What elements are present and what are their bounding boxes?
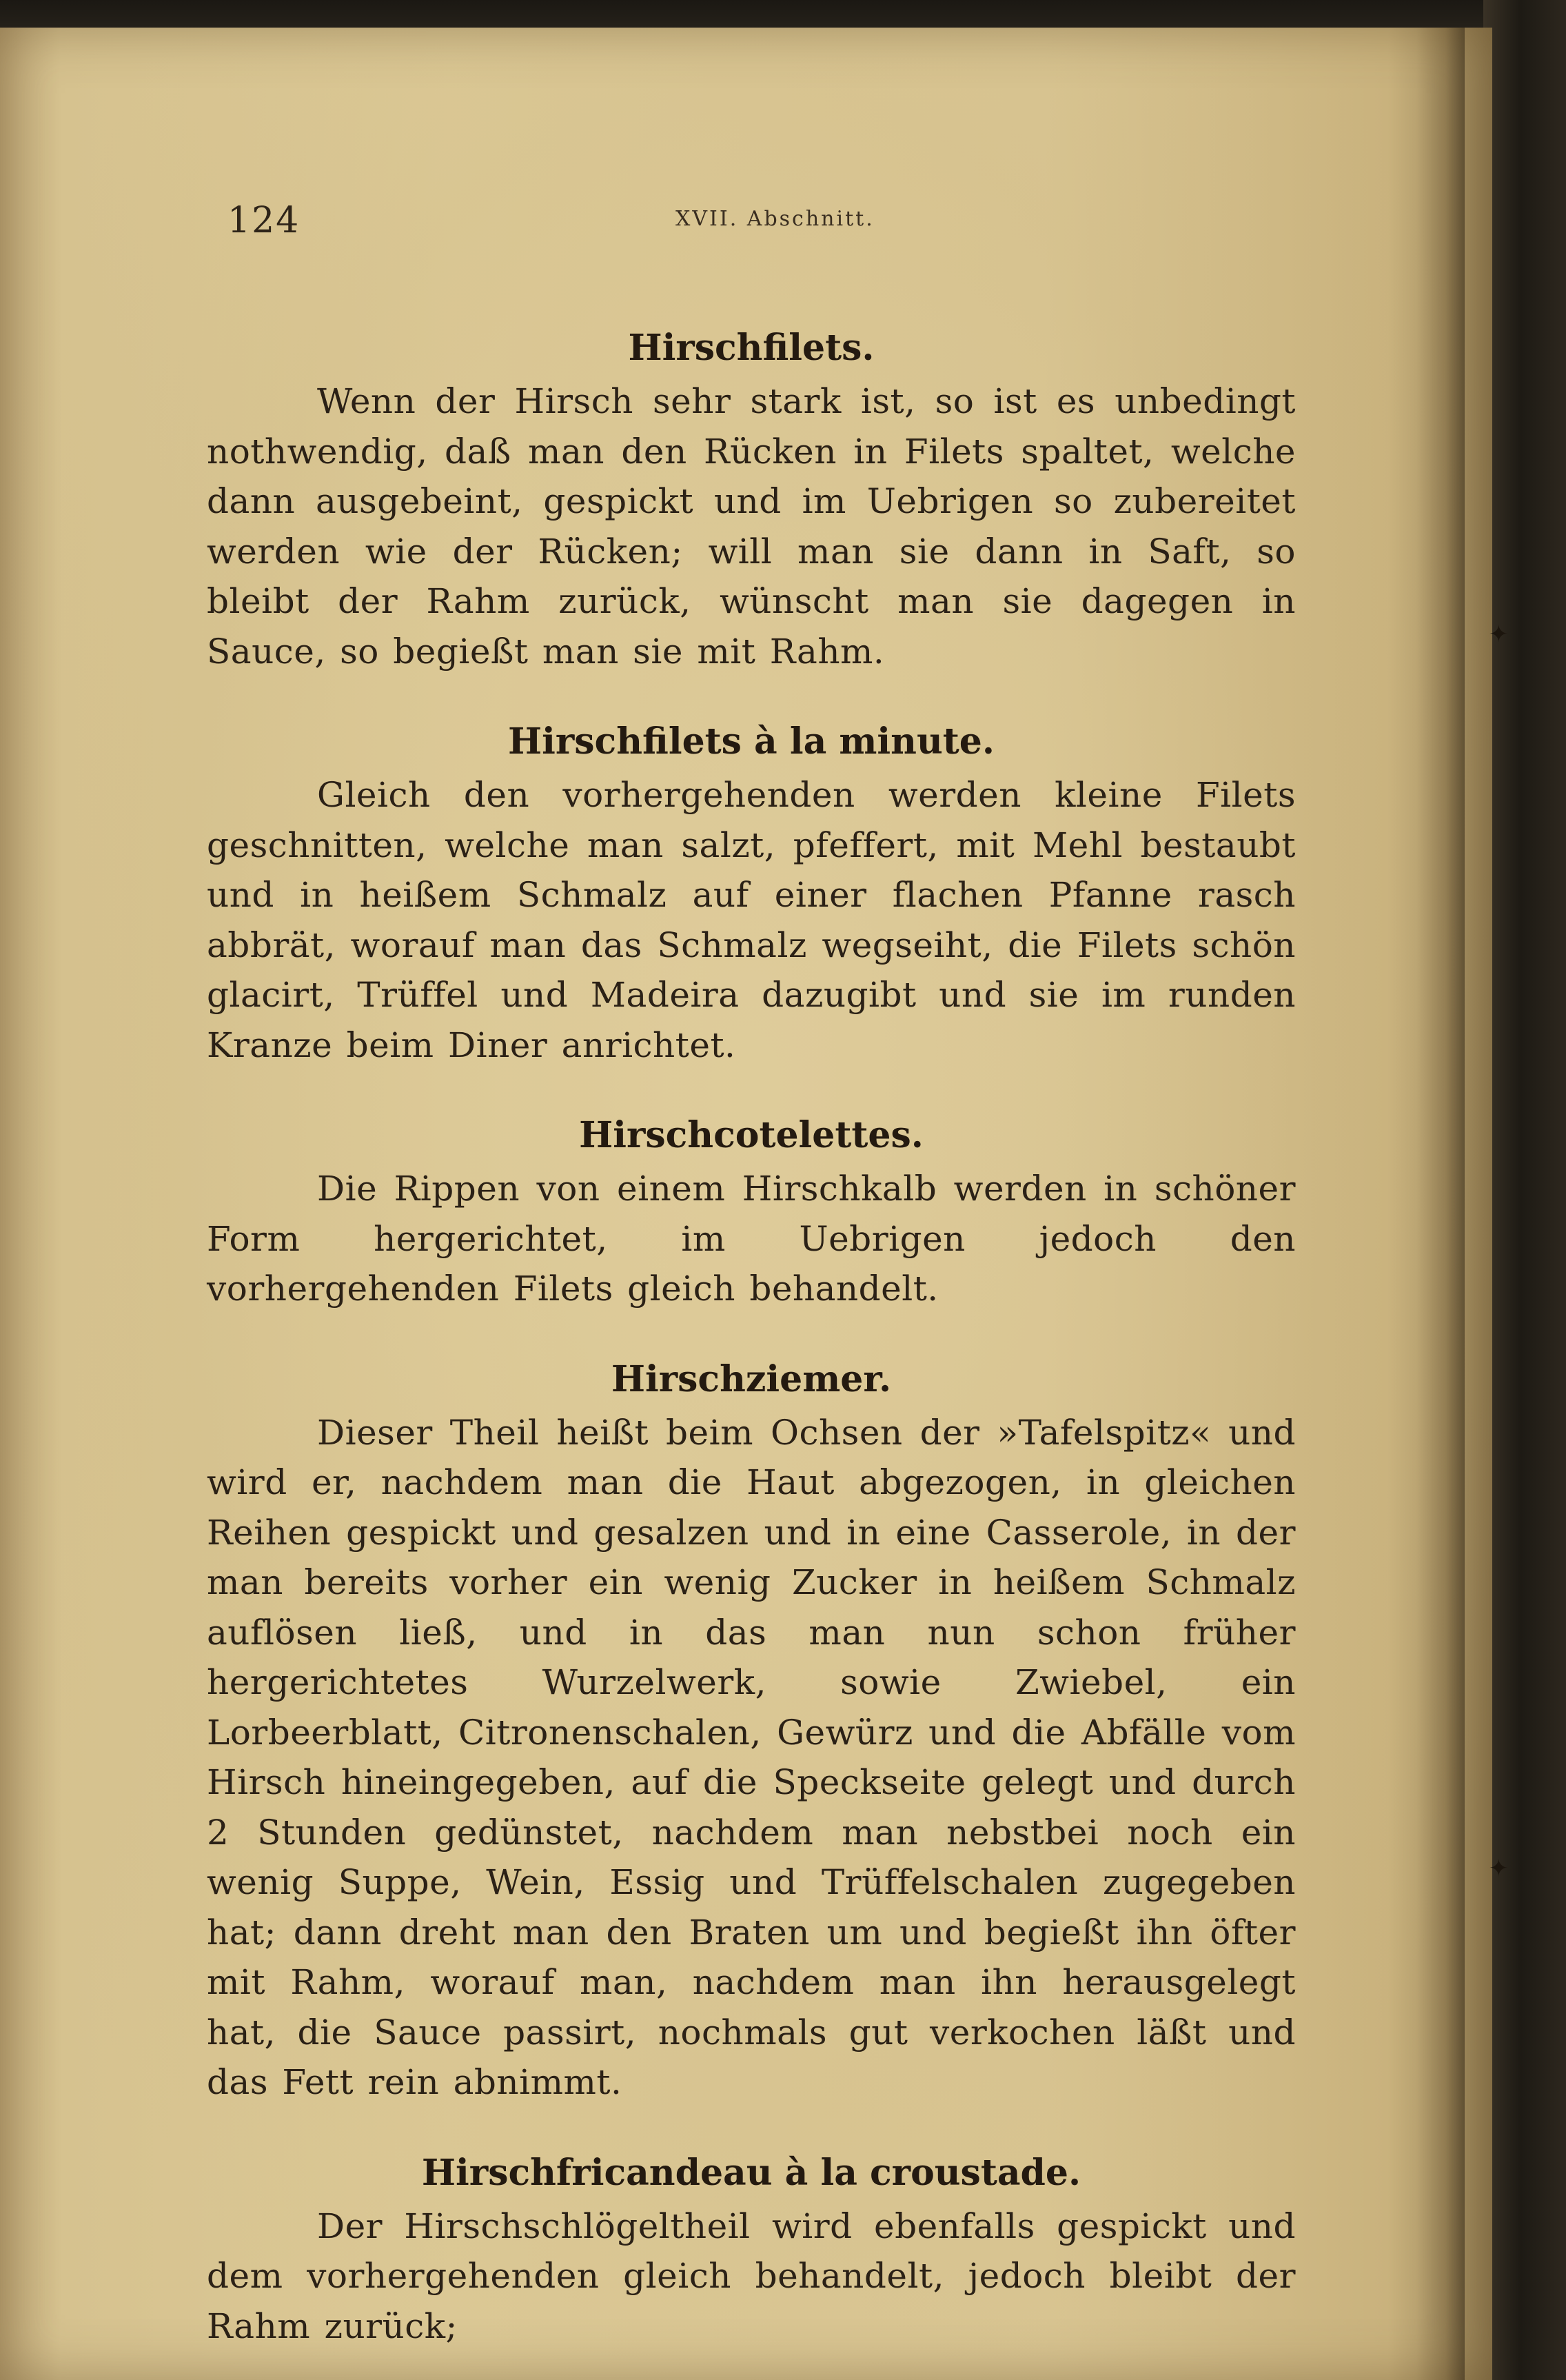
page-body <box>207 296 1296 2351</box>
book-page <box>0 28 1509 2380</box>
page-number: 124 <box>227 200 301 241</box>
recipe-title-hirschziemer: Hirschziemer. <box>611 1358 892 1400</box>
recipe-text-hirschcotelettes: Die Rippen von einem Hirschkalb werden in schöner Form hergerichtet, im Uebrigen jedoch den vorhergehenden Filets gleich behandelt. <box>207 1169 1296 1309</box>
recipe-text-hirschziemer: Dieser Theil heißt beim Ochsen der »Tafelspitz« und wird er, nachdem man die Haut abgezogen, in gleichen Reihen gespickt und gesalzen und in eine Casserole, in der man bereits vorher ein wenig Zucker in heißem Schmalz auflösen ließ, und in das man nun schon früher hergerichtetes Wurzelwerk, sowie Zwiebel, ein Lorbeerblatt, Citronenschalen, Gewürz und die Abfälle vom Hirsch hineingegeben, auf die Speckseite gelegt und durch 2 Stunden gedünstet, nachdem man nebstbei noch ein wenig Suppe, Wein, Essig und Trüffelschalen zugegeben hat; dann dreht man den Braten um und begießt ihn öfter mit Rahm, worauf man, nachdem man ihn herausgelegt hat, die Sauce passirt, nochmals gut verkochen läßt und das Fett rein abnimmt. <box>207 1412 1296 2102</box>
book-spine-edge <box>1483 0 1566 2380</box>
recipe-text-hirschfilets: Wenn der Hirsch sehr stark ist, so ist es unbedingt nothwendig, daß man den Rücken in Filets spaltet, welche dann ausgebeint, gespickt und im Uebrigen so zubereitet werden wie der Rücken; will man sie dann in Saft, so bleibt der Rahm zurück, wünscht man sie dagegen in Sauce, so begießt man sie mit Rahm. <box>207 381 1296 672</box>
ink-speck-mark: ✦ <box>1489 621 1509 648</box>
recipe-title-hirschfilets-minute: Hirschfilets à la minute. <box>507 720 995 763</box>
chapter-heading: XVII. Abschnitt. <box>675 207 875 231</box>
running-head <box>227 200 1344 255</box>
recipe-text-hirschfricandeau: Der Hirschschlögeltheil wird ebenfalls gespickt und dem vorhergehenden gleich behandelt, jedoch bleibt der Rahm zurück; <box>207 2206 1296 2346</box>
ink-speck-mark: ✦ <box>1489 1855 1509 1882</box>
recipe-title-hirschfricandeau: Hirschfricandeau à la croustade. <box>421 2151 1081 2194</box>
recipe-text-hirschfilets-minute: Gleich den vorhergehenden werden kleine Filets geschnitten, welche man salzt, pfeffert, mit Mehl bestaubt und in heißem Schmalz auf einer flachen Pfanne rasch abbrät, worauf man das Schmalz wegseiht, die Filets schön glacirt, Trüffel und Madeira dazugibt und sie im runden Kranze beim Diner anrichtet. <box>207 775 1296 1065</box>
recipe-title-hirschcotelettes: Hirschcotelettes. <box>579 1114 924 1156</box>
recipe-title-hirschfilets: Hirschfilets. <box>628 327 875 369</box>
